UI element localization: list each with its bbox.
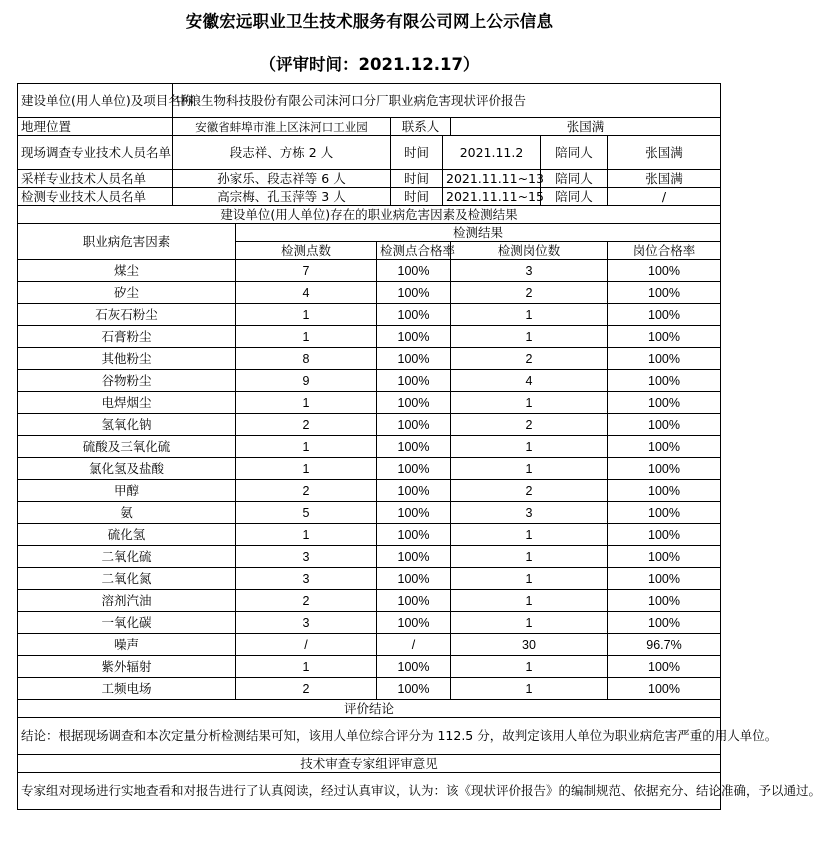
point-rate-cell: 100%	[377, 480, 451, 502]
factor-cell: 电焊烟尘	[18, 392, 236, 414]
point-rate-cell: 100%	[377, 436, 451, 458]
posts-cell: 3	[451, 260, 608, 282]
point-rate-cell: 100%	[377, 260, 451, 282]
post-rate-cell: 100%	[608, 546, 721, 568]
factor-cell: 石灰石粉尘	[18, 304, 236, 326]
points-cell: 2	[236, 480, 377, 502]
table-row	[18, 678, 721, 700]
contact-value: 张国满	[451, 118, 721, 136]
factor-cell: 紫外辐射	[18, 656, 236, 678]
point-rate-cell: 100%	[377, 414, 451, 436]
posts-cell: 1	[451, 326, 608, 348]
points-cell: 2	[236, 414, 377, 436]
factor-cell: 氯化氢及盐酸	[18, 458, 236, 480]
point-rate-cell: 100%	[377, 612, 451, 634]
points-cell: 1	[236, 656, 377, 678]
posts-cell: 1	[451, 656, 608, 678]
points-cell: 1	[236, 326, 377, 348]
posts-cell: 1	[451, 590, 608, 612]
points-cell: 1	[236, 392, 377, 414]
column-header: 岗位合格率	[608, 242, 721, 260]
point-rate-cell: 100%	[377, 458, 451, 480]
column-header: 检测点合格率	[377, 242, 451, 260]
points-cell: 4	[236, 282, 377, 304]
result-group-header: 检测结果	[236, 224, 721, 242]
factor-cell: 噪声	[18, 634, 236, 656]
survey-companion: 张国满	[608, 136, 721, 170]
survey-companion-label: 陪同人	[541, 136, 608, 170]
table-row	[18, 282, 721, 304]
points-cell: 1	[236, 458, 377, 480]
posts-cell: 1	[451, 678, 608, 700]
point-rate-cell: 100%	[377, 590, 451, 612]
factor-cell: 一氧化碳	[18, 612, 236, 634]
results-section-title: 建设单位(用人单位)存在的职业病危害因素及检测结果	[18, 206, 721, 224]
factor-cell: 煤尘	[18, 260, 236, 282]
table-row	[18, 370, 721, 392]
info-row-org	[18, 84, 721, 118]
points-cell: 2	[236, 678, 377, 700]
points-cell: 8	[236, 348, 377, 370]
points-cell: 1	[236, 436, 377, 458]
posts-cell: 2	[451, 282, 608, 304]
sampling-staff: 孙家乐、段志祥等 6 人	[173, 170, 391, 188]
conclusion-title: 评价结论	[18, 700, 721, 718]
point-rate-cell: 100%	[377, 678, 451, 700]
table-row	[18, 458, 721, 480]
factor-cell: 硫酸及三氧化硫	[18, 436, 236, 458]
posts-cell: 3	[451, 502, 608, 524]
table-row	[18, 612, 721, 634]
points-cell: 2	[236, 590, 377, 612]
table-row	[18, 502, 721, 524]
post-rate-cell: 100%	[608, 414, 721, 436]
post-rate-cell: 100%	[608, 436, 721, 458]
table-row	[18, 436, 721, 458]
testing-label: 检测专业技术人员名单	[18, 188, 173, 206]
factor-cell: 氨	[18, 502, 236, 524]
table-row	[18, 414, 721, 436]
posts-cell: 30	[451, 634, 608, 656]
posts-cell: 1	[451, 304, 608, 326]
table-row	[18, 634, 721, 656]
factor-cell: 石膏粉尘	[18, 326, 236, 348]
post-rate-cell: 100%	[608, 458, 721, 480]
post-rate-cell: 100%	[608, 370, 721, 392]
post-rate-cell: 100%	[608, 480, 721, 502]
factor-cell: 二氧化氮	[18, 568, 236, 590]
point-rate-cell: 100%	[377, 502, 451, 524]
table-row	[18, 568, 721, 590]
point-rate-cell: 100%	[377, 546, 451, 568]
point-rate-cell: 100%	[377, 392, 451, 414]
factor-cell: 工频电场	[18, 678, 236, 700]
posts-cell: 2	[451, 414, 608, 436]
factor-cell: 溶剂汽油	[18, 590, 236, 612]
org-value: 中粮生物科技股份有限公司沫河口分厂职业病危害现状评价报告	[173, 84, 721, 118]
column-header: 检测点数	[236, 242, 377, 260]
page-title: 安徽宏远职业卫生技术服务有限公司网上公示信息	[185, 12, 554, 31]
conclusion-text: 结论：根据现场调查和本次定量分析检测结果可知，该用人单位综合评分为 112.5 分，故判定该用人单位为职业病危害严重的用人单位。	[18, 718, 721, 755]
points-cell: /	[236, 634, 377, 656]
expert-text-row	[18, 773, 721, 810]
table-row	[18, 392, 721, 414]
sampling-time: 2021.11.11~13	[443, 170, 541, 188]
posts-cell: 1	[451, 436, 608, 458]
expert-title-row	[18, 755, 721, 773]
factor-header: 职业病危害因素	[18, 224, 236, 260]
points-cell: 3	[236, 546, 377, 568]
point-rate-cell: 100%	[377, 568, 451, 590]
posts-cell: 1	[451, 458, 608, 480]
posts-cell: 2	[451, 348, 608, 370]
expert-text: 专家组对现场进行实地查看和对报告进行了认真阅读，经过认真审议，认为：该《现状评价报告》的编制规范、依据充分、结论准确，予以通过。	[18, 773, 721, 810]
post-rate-cell: 100%	[608, 678, 721, 700]
factor-cell: 氢氧化钠	[18, 414, 236, 436]
points-cell: 5	[236, 502, 377, 524]
table-row	[18, 546, 721, 568]
table-row	[18, 480, 721, 502]
table-row	[18, 260, 721, 282]
sampling-companion-label: 陪同人	[541, 170, 608, 188]
result-rows	[18, 260, 721, 700]
point-rate-cell: 100%	[377, 656, 451, 678]
sampling-time-label: 时间	[391, 170, 443, 188]
results-header-row-1	[18, 224, 721, 242]
disclosure-table	[17, 83, 821, 810]
sampling-companion: 张国满	[608, 170, 721, 188]
info-row-testing	[18, 188, 721, 206]
table-row	[18, 656, 721, 678]
posts-cell: 1	[451, 392, 608, 414]
post-rate-cell: 100%	[608, 304, 721, 326]
post-rate-cell: 96.7%	[608, 634, 721, 656]
factor-cell: 谷物粉尘	[18, 370, 236, 392]
testing-time: 2021.11.11~15	[443, 188, 541, 206]
post-rate-cell: 100%	[608, 282, 721, 304]
points-cell: 9	[236, 370, 377, 392]
points-cell: 1	[236, 304, 377, 326]
points-cell: 7	[236, 260, 377, 282]
results-section-row	[18, 206, 721, 224]
factor-cell: 其他粉尘	[18, 348, 236, 370]
testing-companion: /	[608, 188, 721, 206]
survey-staff: 段志祥、方栋 2 人	[173, 136, 391, 170]
contact-label: 联系人	[391, 118, 451, 136]
posts-cell: 1	[451, 568, 608, 590]
conclusion-text-row	[18, 718, 721, 755]
testing-time-label: 时间	[391, 188, 443, 206]
org-label: 建设单位(用人单位)及项目名称	[18, 84, 173, 118]
post-rate-cell: 100%	[608, 590, 721, 612]
conclusion-title-row	[18, 700, 721, 718]
testing-staff: 高宗梅、孔玉萍等 3 人	[173, 188, 391, 206]
point-rate-cell: /	[377, 634, 451, 656]
factor-cell: 甲醇	[18, 480, 236, 502]
post-rate-cell: 100%	[608, 348, 721, 370]
posts-cell: 4	[451, 370, 608, 392]
column-header: 检测岗位数	[451, 242, 608, 260]
info-row-survey	[18, 136, 721, 170]
survey-time-label: 时间	[391, 136, 443, 170]
location-label: 地理位置	[18, 118, 173, 136]
table-row	[18, 304, 721, 326]
post-rate-cell: 100%	[608, 502, 721, 524]
survey-time: 2021.11.2	[443, 136, 541, 170]
expert-title: 技术审查专家组评审意见	[18, 755, 721, 773]
points-cell: 3	[236, 568, 377, 590]
point-rate-cell: 100%	[377, 282, 451, 304]
point-rate-cell: 100%	[377, 370, 451, 392]
post-rate-cell: 100%	[608, 326, 721, 348]
points-cell: 3	[236, 612, 377, 634]
posts-cell: 1	[451, 524, 608, 546]
factor-cell: 二氧化硫	[18, 546, 236, 568]
point-rate-cell: 100%	[377, 304, 451, 326]
tail-rows	[18, 700, 821, 810]
point-rate-cell: 100%	[377, 524, 451, 546]
survey-label: 现场调查专业技术人员名单	[18, 136, 173, 170]
sampling-label: 采样专业技术人员名单	[18, 170, 173, 188]
point-rate-cell: 100%	[377, 326, 451, 348]
post-rate-cell: 100%	[608, 656, 721, 678]
post-rate-cell: 100%	[608, 612, 721, 634]
posts-cell: 2	[451, 480, 608, 502]
table-row	[18, 348, 721, 370]
info-row-location	[18, 118, 721, 136]
table-row	[18, 326, 721, 348]
testing-companion-label: 陪同人	[541, 188, 608, 206]
factor-cell: 硫化氢	[18, 524, 236, 546]
points-cell: 1	[236, 524, 377, 546]
location-value: 安徽省蚌埠市淮上区沫河口工业园	[173, 118, 391, 136]
point-rate-cell: 100%	[377, 348, 451, 370]
info-row-sampling	[18, 170, 721, 188]
table-row	[18, 524, 721, 546]
review-time: （评审时间：2021.12.17）	[259, 55, 480, 74]
post-rate-cell: 100%	[608, 392, 721, 414]
factor-cell: 矽尘	[18, 282, 236, 304]
posts-cell: 1	[451, 546, 608, 568]
table-row	[18, 590, 721, 612]
posts-cell: 1	[451, 612, 608, 634]
post-rate-cell: 100%	[608, 524, 721, 546]
post-rate-cell: 100%	[608, 260, 721, 282]
post-rate-cell: 100%	[608, 568, 721, 590]
